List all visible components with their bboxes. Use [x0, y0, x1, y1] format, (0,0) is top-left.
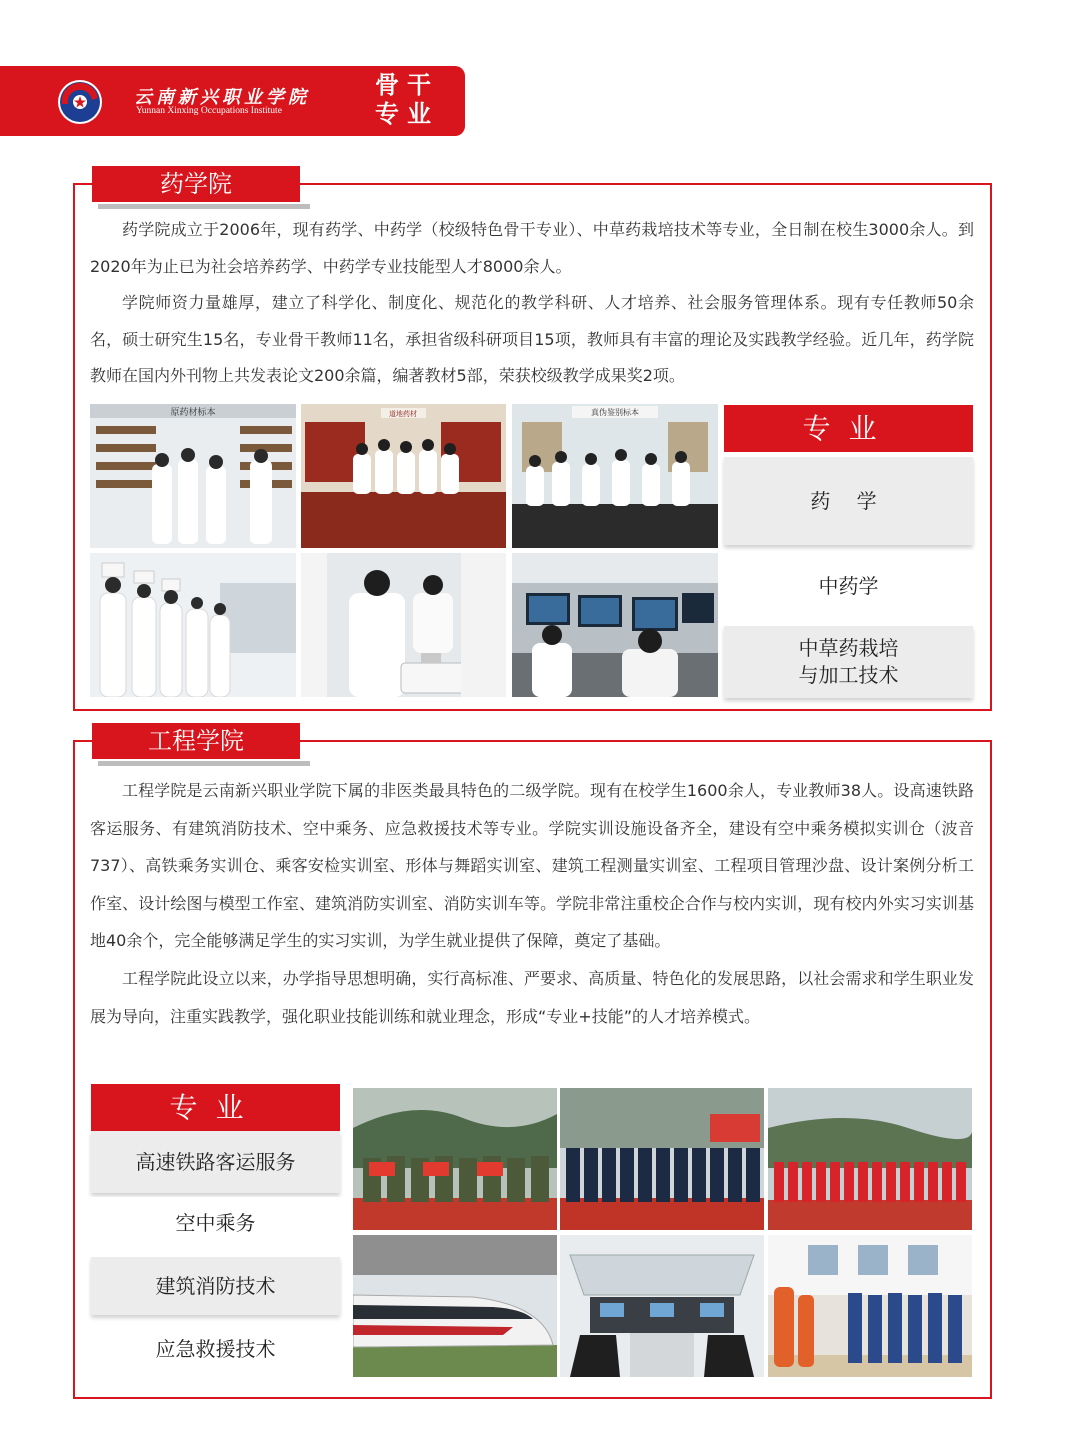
pharmacy-major-3: 中草药栽培 与加工技术: [724, 626, 973, 698]
engineering-majors-header: 专业: [91, 1084, 340, 1131]
engineering-photo-uniform-team: [560, 1088, 764, 1230]
sign-herbs: 道地药材: [389, 410, 417, 418]
pharmacy-section-title: 药学院: [92, 166, 300, 202]
engineering-photo-bullet-train: [353, 1235, 557, 1377]
pharmacy-photo-identification-lab: [512, 404, 718, 548]
backbone-major-badge: [372, 71, 442, 129]
sign-specimen: 原药材标本: [170, 408, 216, 418]
engineering-photo-train-cab: [560, 1235, 764, 1377]
school-name-en: Yunnan Xinxing Occupations Institute: [136, 106, 282, 116]
pharmacy-major-2: 中药学: [724, 555, 973, 617]
pharmacy-paragraph-2: 学院师资力量雄厚，建立了科学化、制度化、规范化的教学科研、人才培养、社会服务管理体系。现有专任教师50余名，硕士研究生15名，专业骨干教师11名，承担省级科研项目15项，教师具有丰富的理论及实践教学经验。近几年，药学院教师在国内外刊物上共发表论文200余篇，编著教材5部，荣获校级教学成果奖2项。: [90, 293, 974, 385]
pharmacy-photo-herb-cabinet: [301, 404, 506, 548]
pharmacy-photo-clean-room: [90, 553, 296, 697]
engineering-section-title: 工程学院: [92, 723, 300, 759]
engineering-intro: [90, 772, 974, 1035]
pharmacy-majors-header: 专业: [724, 405, 973, 452]
school-name-cn: 云南新兴职业学院: [134, 87, 310, 108]
pharmacy-photo-specimen-room: [90, 404, 296, 548]
engineering-paragraph-2: 工程学院此设立以来，办学指导思想明确，实行高标准、严要求、高质量、特色化的发展思路，以社会需求和学生职业发展为导向，注重实践教学，强化职业技能训练和就业理念，形成“专业+技能”的人才培养模式。: [90, 968, 974, 1026]
engineering-major-2: 空中乘务: [91, 1197, 340, 1249]
school-logo: [58, 80, 102, 124]
pharmacy-paragraph-1: 药学院成立于2006年，现有药学、中药学（校级特色骨干专业）、中草药栽培技术等专业，全日制在校生3000余人。到2020年为止已为社会培养药学、中药学专业技能型人才8000余人。: [90, 220, 974, 276]
engineering-major-4: 应急救援技术: [91, 1322, 340, 1377]
badge-line-2: 专业: [375, 100, 439, 128]
engineering-photo-drill-team: [353, 1088, 557, 1230]
engineering-photo-flight-attendants: [768, 1088, 972, 1230]
sign-identification: 真伪鉴别标本: [591, 408, 639, 417]
badge-line-1: 骨干: [375, 71, 439, 99]
engineering-major-3: 建筑消防技术: [91, 1257, 340, 1315]
engineering-photo-rescue-training: [768, 1235, 972, 1377]
pharmacy-photo-computer-lab: [512, 553, 718, 697]
engineering-major-1: 高速铁路客运服务: [91, 1131, 340, 1193]
pharmacy-photo-instrument: [301, 553, 506, 697]
engineering-paragraph-1: 工程学院是云南新兴职业学院下属的非医类最具特色的二级学院。现有在校学生1600余人，专业教师38人。设高速铁路客运服务、有建筑消防技术、空中乘务、应急救援技术等专业。学院实训设施设备齐全，建设有空中乘务模拟实训仓（波音737）、高铁乘务实训仓、乘客安检实训室、形体与舞蹈实训室、建筑工程测量实训室、工程项目管理沙盘、设计案例分析工作室、设计绘图与模型工作室、建筑消防实训室、消防实训车等。学院非常注重校企合作与校内实训，现有校内外实习实训基地40余个，完全能够满足学生的实习实训，为学生就业提供了保障，奠定了基础。: [90, 781, 974, 951]
pharmacy-major-1: 药 学: [724, 457, 973, 545]
pharmacy-intro: [90, 212, 974, 395]
